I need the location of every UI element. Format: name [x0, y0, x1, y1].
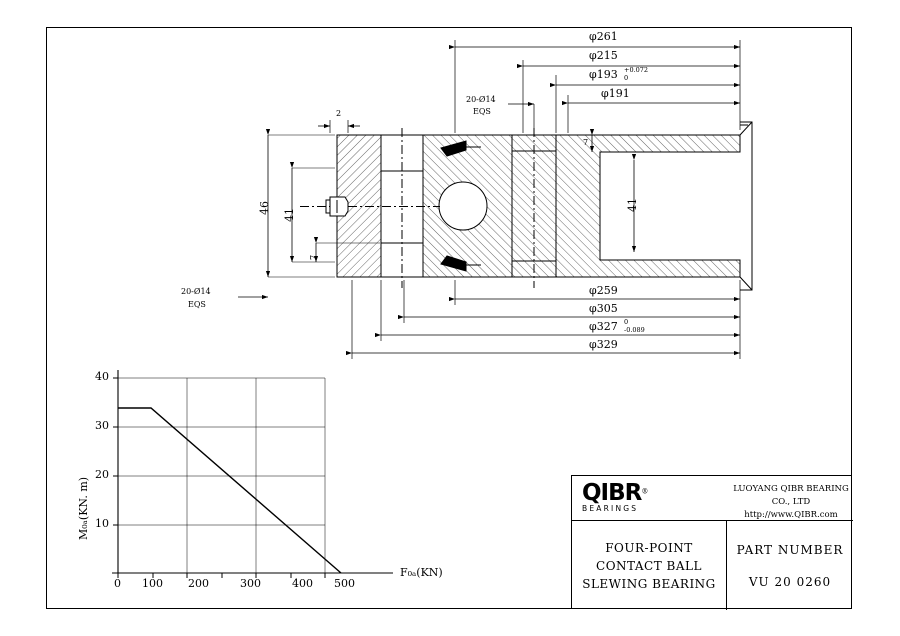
- registered-mark-icon: ®: [641, 487, 649, 496]
- chart-xtick-300: 300: [240, 577, 261, 590]
- qibr-logo: [582, 480, 722, 520]
- dim-phi193-tol-lower: 0: [624, 74, 629, 82]
- hole-note-bottom-line1: 20-Ø14: [181, 287, 211, 296]
- logo-subtitle: BEARINGS: [582, 504, 639, 513]
- logo-wordmark: QIBR: [582, 480, 642, 506]
- hole-note-top-line1: 20-Ø14: [466, 95, 496, 104]
- title-block-body: [572, 521, 853, 610]
- dim-phi327-tol-lower: -0.089: [624, 326, 645, 334]
- dim-height-41-right: 41: [626, 198, 639, 212]
- part-number-block: [727, 521, 853, 610]
- chart-ytick-40: 40: [95, 370, 109, 383]
- part-number-label: PART NUMBER: [736, 542, 844, 557]
- dim-height-7-left: 7: [309, 254, 318, 260]
- dim-phi305: φ305: [589, 302, 618, 315]
- dim-height-7-right: 7: [583, 138, 589, 147]
- chart-ytick-30: 30: [95, 419, 109, 432]
- hole-note-top-line2: EQS: [473, 107, 491, 116]
- chart-xlabel: F₀ₐ(KN): [400, 566, 443, 579]
- dim-phi193: φ193: [589, 68, 618, 81]
- product-description: [572, 521, 727, 610]
- part-number-value: VU 20 0260: [748, 574, 832, 589]
- dim-phi215: φ215: [589, 49, 618, 62]
- title-block: [571, 475, 852, 609]
- dim-phi327: φ327: [589, 320, 618, 333]
- dim-phi327-tol-upper: 0: [624, 318, 629, 326]
- product-line-2: CONTACT BALL: [596, 558, 702, 573]
- dim-phi329: φ329: [589, 338, 618, 351]
- dim-phi259: φ259: [589, 284, 618, 297]
- title-block-header: [572, 476, 853, 521]
- company-name: LUOYANG QIBR BEARING CO., LTD: [733, 484, 849, 508]
- product-line-1: FOUR-POINT: [605, 540, 693, 555]
- hole-note-bottom-line2: EQS: [188, 300, 206, 309]
- company-url[interactable]: http://www.QIBR.com: [744, 510, 838, 521]
- company-info: [732, 483, 850, 523]
- chart-xtick-400: 400: [292, 577, 313, 590]
- dim-phi193-tol-upper: +0.072: [624, 66, 649, 74]
- chart-ytick-20: 20: [95, 468, 109, 481]
- chart-xtick-200: 200: [188, 577, 209, 590]
- dim-height-46: 46: [258, 201, 271, 215]
- chart-xtick-0: 0: [114, 577, 121, 590]
- chart-xtick-500: 500: [334, 577, 355, 590]
- dim-phi261: φ261: [589, 30, 618, 43]
- chart-ylabel: M₀ₐ(KN. m): [77, 476, 90, 540]
- chart-xtick-100: 100: [142, 577, 163, 590]
- dim-height-41-left: 41: [283, 208, 296, 222]
- product-line-3: SLEWING BEARING: [582, 576, 716, 591]
- dim-width-2: 2: [336, 109, 342, 118]
- chart-ytick-10: 10: [95, 517, 109, 530]
- dim-phi191: φ191: [601, 87, 630, 100]
